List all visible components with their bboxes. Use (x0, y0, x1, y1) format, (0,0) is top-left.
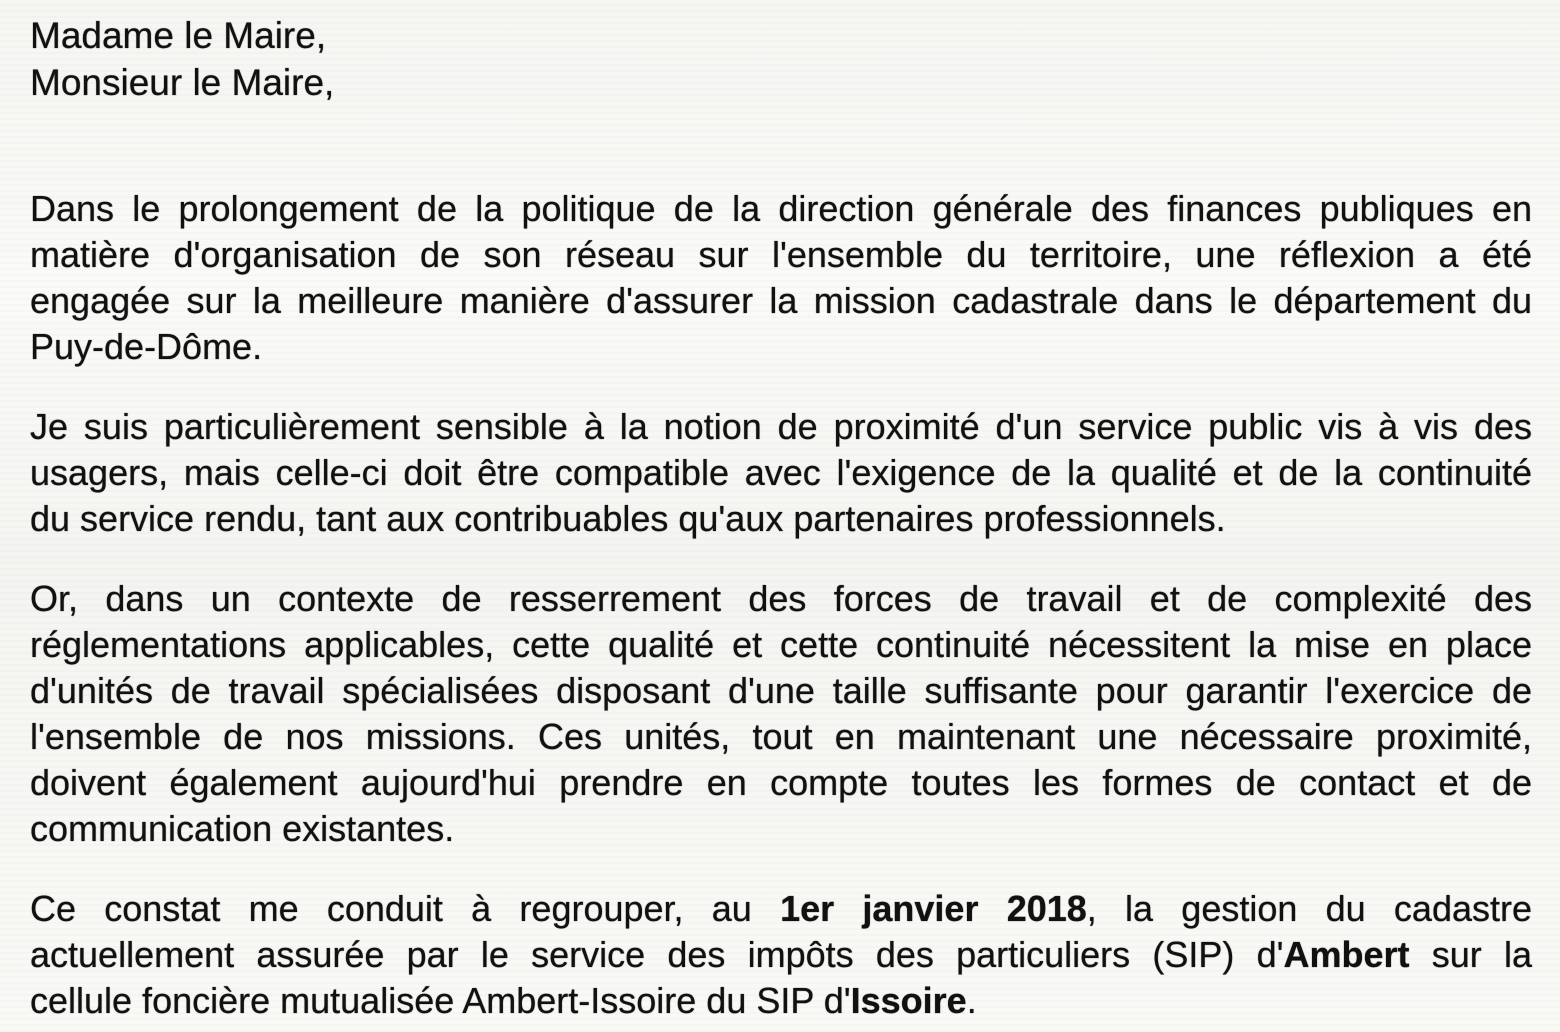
bold-text: Ambert (1283, 934, 1410, 975)
text-segment: Dans le prolongement de la politique de la direction générale des finances publiques en (30, 188, 1532, 229)
text-line (30, 622, 1532, 668)
text-line (30, 978, 1532, 1024)
text-segment: . (966, 980, 977, 1021)
text-line (30, 714, 1532, 760)
bold-text: 1er janvier 2018 (780, 888, 1087, 929)
letter-body (30, 186, 1532, 1024)
paragraph (30, 186, 1532, 370)
text-segment: Ce constat me conduit à regrouper, au (30, 888, 781, 929)
text-line (30, 806, 1532, 852)
text-segment: sur la (1409, 934, 1532, 975)
greeting-line: Monsieur le Maire, (30, 62, 335, 103)
text-segment: l'ensemble de nos missions. Ces unités, tout en maintenant une nécessaire proximité, (30, 716, 1532, 757)
text-line (30, 186, 1532, 232)
text-segment: , la gestion du cadastre (1086, 888, 1533, 929)
text-segment: Puy-de-Dôme. (30, 326, 263, 367)
text-segment: actuellement assurée par le service des impôts des particuliers (SIP) d' (30, 934, 1284, 975)
text-line (30, 760, 1532, 806)
text-segment: engagée sur la meilleure manière d'assurer la mission cadastrale dans le département du (30, 280, 1532, 321)
text-line (30, 278, 1532, 324)
text-line (30, 404, 1532, 450)
text-segment: Or, dans un contexte de resserrement des forces de travail et de complexité des (30, 578, 1532, 619)
text-line (30, 932, 1532, 978)
text-line (30, 496, 1532, 542)
greeting-block (30, 12, 1532, 106)
text-segment: réglementations applicables, cette qualité et cette continuité nécessitent la mise en place (30, 624, 1532, 665)
text-segment: usagers, mais celle-ci doit être compatible avec l'exigence de la qualité et de la continuité (30, 452, 1532, 493)
text-segment: doivent également aujourd'hui prendre en compte toutes les formes de contact et de (30, 762, 1532, 803)
bold-text: Issoire (850, 980, 967, 1021)
text-segment: du service rendu, tant aux contribuables qu'aux partenaires professionnels. (30, 498, 1226, 539)
text-segment: d'unités de travail spécialisées disposant d'une taille suffisante pour garantir l'exercice de (30, 670, 1532, 711)
text-segment: matière d'organisation de son réseau sur l'ensemble du territoire, une réflexion a été (30, 234, 1532, 275)
text-line (30, 886, 1532, 932)
text-line (30, 450, 1532, 496)
paragraph (30, 576, 1532, 852)
text-segment: cellule foncière mutualisée Ambert-Issoire du SIP d' (30, 980, 851, 1021)
text-line (30, 232, 1532, 278)
text-segment: communication existantes. (30, 808, 455, 849)
paragraph (30, 886, 1532, 1024)
text-line (30, 668, 1532, 714)
text-line (30, 324, 1532, 370)
text-line (30, 576, 1532, 622)
greeting-line: Madame le Maire, (30, 15, 327, 56)
text-segment: Je suis particulièrement sensible à la notion de proximité d'un service public vis à vis des (30, 406, 1532, 447)
paragraph (30, 404, 1532, 542)
